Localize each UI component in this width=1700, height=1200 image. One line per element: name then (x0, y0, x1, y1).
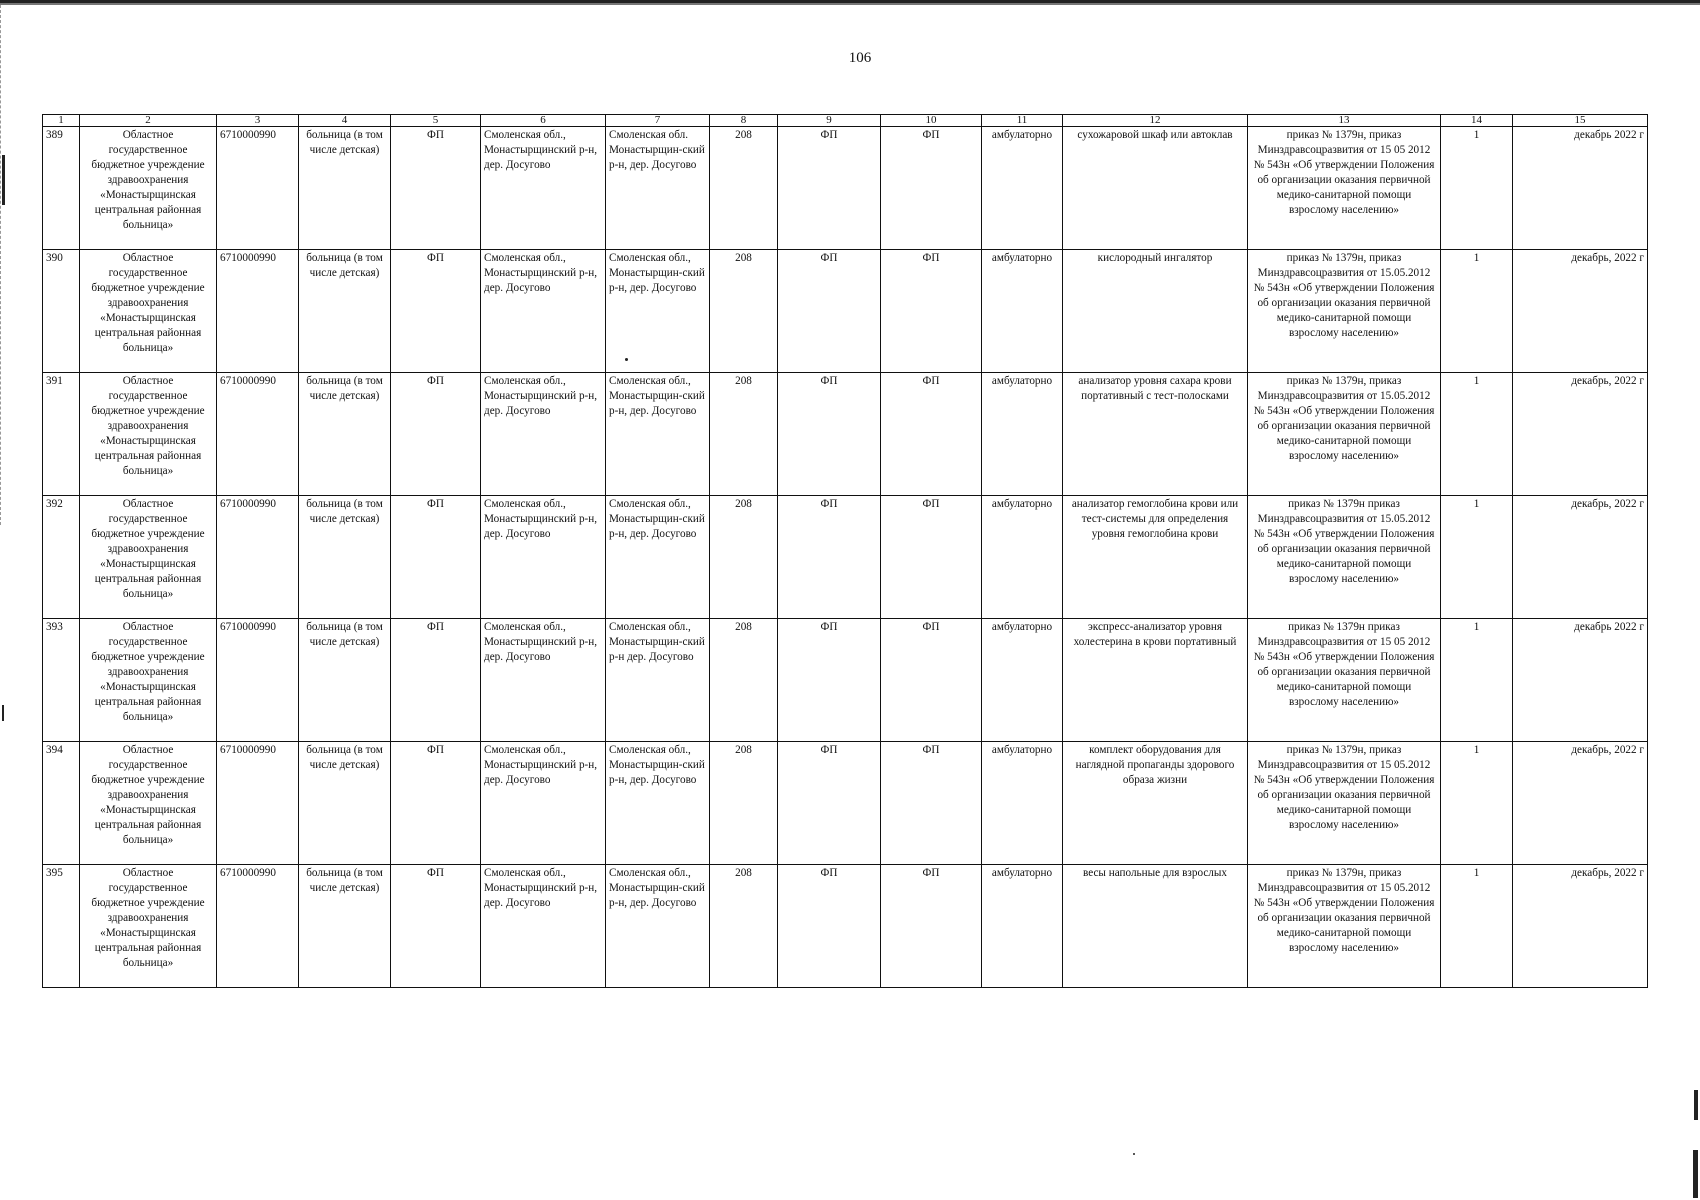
index-cell: 208 (710, 127, 778, 250)
equipment-cell: экспресс-анализатор уровня холестерина в крови портативный (1063, 619, 1248, 742)
row-number-cell: 392 (43, 496, 80, 619)
code-cell: 6710000990 (217, 619, 299, 742)
equipment-table (42, 114, 1648, 988)
equipment-cell: анализатор гемоглобина крови или тест-системы для определения уровня гемоглобина крови (1063, 496, 1248, 619)
unit-cell: ФП (778, 250, 881, 373)
deadline-cell: декабрь, 2022 г (1513, 373, 1648, 496)
table-row (43, 619, 1648, 742)
quantity-cell: 1 (1441, 619, 1513, 742)
unit-cell: ФП (881, 742, 982, 865)
unit-cell: ФП (881, 496, 982, 619)
page-number: 106 (848, 50, 872, 66)
table-row (43, 373, 1648, 496)
address-cell: Смоленская обл., Монастырщинский р-н, дер. Досугово (481, 865, 606, 988)
quantity-cell: 1 (1441, 127, 1513, 250)
regulation-cell: приказ № 1379н, приказ Минздравсоцразвития от 15.05.2012 № 543н «Об утверждении Положения об организации оказания первичной медико-санитарной помощи взрослому населению» (1248, 250, 1441, 373)
row-number-cell: 394 (43, 742, 80, 865)
regulation-cell: приказ № 1379н приказ Минздравсоцразвития от 15 05 2012 № 543н «Об утверждении Положения об организации оказания первичной медико-санитарной помощи взрослому населению» (1248, 619, 1441, 742)
column-number: 7 (606, 115, 710, 127)
care-mode-cell: амбулаторно (982, 496, 1063, 619)
code-cell: 6710000990 (217, 373, 299, 496)
address-cell: Смоленская обл., Монастырщинский р-н, дер. Досугово (481, 619, 606, 742)
location-cell: Смоленская обл., Монастырщин-ский р-н, дер. Досугово (606, 373, 710, 496)
row-number-cell: 389 (43, 127, 80, 250)
column-number: 15 (1513, 115, 1648, 127)
unit-cell: ФП (881, 619, 982, 742)
column-number-row (43, 115, 1648, 127)
unit-cell: ФП (881, 127, 982, 250)
index-cell: 208 (710, 496, 778, 619)
column-number: 8 (710, 115, 778, 127)
row-number-cell: 391 (43, 373, 80, 496)
column-number: 14 (1441, 115, 1513, 127)
quantity-cell: 1 (1441, 373, 1513, 496)
unit-cell: ФП (778, 127, 881, 250)
equipment-cell: весы напольные для взрослых (1063, 865, 1248, 988)
care-mode-cell: амбулаторно (982, 250, 1063, 373)
scan-edge-mark (2, 705, 4, 721)
unit-cell: ФП (881, 373, 982, 496)
regulation-cell: приказ № 1379н, приказ Минздравсоцразвития от 15 05 2012 № 543н «Об утверждении Положения об организации оказания первичной медико-санитарной помощи взрослому населению» (1248, 127, 1441, 250)
regulation-cell: приказ № 1379н приказ Минздравсоцразвития от 15.05.2012 № 543н «Об утверждении Положения об организации оказания первичной медико-санитарной помощи взрослому населению» (1248, 496, 1441, 619)
organization-cell: Областное государственное бюджетное учреждение здравоохранения «Монастырщинская центральная районная больница» (80, 127, 217, 250)
address-cell: Смоленская обл., Монастырщинский р-н, дер. Досугово (481, 250, 606, 373)
organization-cell: Областное государственное бюджетное учреждение здравоохранения «Монастырщинская центральная районная больница» (80, 619, 217, 742)
unit-type-cell: ФП (391, 250, 481, 373)
unit-type-cell: ФП (391, 619, 481, 742)
table-row (43, 865, 1648, 988)
equipment-cell: анализатор уровня сахара крови портативный с тест-полосками (1063, 373, 1248, 496)
row-number-cell: 395 (43, 865, 80, 988)
column-number: 9 (778, 115, 881, 127)
location-cell: Смоленская обл., Монастырщин-ский р-н, дер. Досугово (606, 742, 710, 865)
location-cell: Смоленская обл., Монастырщин-ский р-н, дер. Досугово (606, 496, 710, 619)
deadline-cell: декабрь, 2022 г (1513, 250, 1648, 373)
code-cell: 6710000990 (217, 250, 299, 373)
equipment-cell: сухожаровой шкаф или автоклав (1063, 127, 1248, 250)
column-number: 4 (299, 115, 391, 127)
column-number: 12 (1063, 115, 1248, 127)
index-cell: 208 (710, 619, 778, 742)
column-number: 6 (481, 115, 606, 127)
care-mode-cell: амбулаторно (982, 865, 1063, 988)
care-mode-cell: амбулаторно (982, 373, 1063, 496)
index-cell: 208 (710, 742, 778, 865)
facility-type-cell: больница (в том числе детская) (299, 127, 391, 250)
deadline-cell: декабрь, 2022 г (1513, 496, 1648, 619)
unit-type-cell: ФП (391, 742, 481, 865)
table-row (43, 496, 1648, 619)
column-number: 10 (881, 115, 982, 127)
address-cell: Смоленская обл., Монастырщинский р-н, дер. Досугово (481, 496, 606, 619)
regulation-cell: приказ № 1379н, приказ Минздравсоцразвития от 15 05.2012 № 543н «Об утверждении Положения об организации оказания первичной медико-санитарной помощи взрослому населению» (1248, 865, 1441, 988)
unit-cell: ФП (778, 742, 881, 865)
table-row (43, 127, 1648, 250)
regulation-cell: приказ № 1379н, приказ Минздравсоцразвития от 15 05.2012 № 543н «Об утверждении Положения об организации оказания первичной медико-санитарной помощи взрослому населению» (1248, 742, 1441, 865)
facility-type-cell: больница (в том числе детская) (299, 496, 391, 619)
code-cell: 6710000990 (217, 127, 299, 250)
quantity-cell: 1 (1441, 742, 1513, 865)
care-mode-cell: амбулаторно (982, 742, 1063, 865)
column-number: 2 (80, 115, 217, 127)
unit-cell: ФП (881, 250, 982, 373)
scan-speck (1133, 1153, 1135, 1155)
scan-edge-mark (2, 155, 5, 205)
unit-cell: ФП (778, 619, 881, 742)
facility-type-cell: больница (в том числе детская) (299, 742, 391, 865)
code-cell: 6710000990 (217, 496, 299, 619)
deadline-cell: декабрь 2022 г (1513, 127, 1648, 250)
column-number: 1 (43, 115, 80, 127)
deadline-cell: декабрь, 2022 г (1513, 742, 1648, 865)
column-number: 5 (391, 115, 481, 127)
care-mode-cell: амбулаторно (982, 619, 1063, 742)
facility-type-cell: больница (в том числе детская) (299, 865, 391, 988)
row-number-cell: 390 (43, 250, 80, 373)
unit-type-cell: ФП (391, 373, 481, 496)
quantity-cell: 1 (1441, 865, 1513, 988)
equipment-cell: кислородный ингалятор (1063, 250, 1248, 373)
index-cell: 208 (710, 250, 778, 373)
unit-type-cell: ФП (391, 496, 481, 619)
location-cell: Смоленская обл., Монастырщин-ский р-н дер. Досугово (606, 619, 710, 742)
organization-cell: Областное государственное бюджетное учреждение здравоохранения «Монастырщинская центральная районная больница» (80, 250, 217, 373)
equipment-cell: комплект оборудования для наглядной пропаганды здорового образа жизни (1063, 742, 1248, 865)
unit-type-cell: ФП (391, 127, 481, 250)
unit-cell: ФП (778, 373, 881, 496)
code-cell: 6710000990 (217, 865, 299, 988)
deadline-cell: декабрь, 2022 г (1513, 865, 1648, 988)
index-cell: 208 (710, 373, 778, 496)
address-cell: Смоленская обл., Монастырщинский р-н, дер. Досугово (481, 742, 606, 865)
organization-cell: Областное государственное бюджетное учреждение здравоохранения «Монастырщинская центральная районная больница» (80, 865, 217, 988)
scan-edge-mark (1694, 1090, 1698, 1120)
facility-type-cell: больница (в том числе детская) (299, 373, 391, 496)
scan-left-edge (0, 5, 3, 525)
address-cell: Смоленская обл., Монастырщинский р-н, дер. Досугово (481, 127, 606, 250)
row-number-cell: 393 (43, 619, 80, 742)
quantity-cell: 1 (1441, 496, 1513, 619)
scan-edge-mark (1693, 1150, 1698, 1198)
location-cell: Смоленская обл. Монастырщин-ский р-н, дер. Досугово (606, 127, 710, 250)
column-number: 11 (982, 115, 1063, 127)
organization-cell: Областное государственное бюджетное учреждение здравоохранения «Монастырщинская центральная районная больница» (80, 742, 217, 865)
table-body (43, 127, 1648, 988)
location-cell: Смоленская обл., Монастырщин-ский р-н, дер. Досугово (606, 250, 710, 373)
regulation-cell: приказ № 1379н, приказ Минздравсоцразвития от 15.05.2012 № 543н «Об утверждении Положения об организации оказания первичной медико-санитарной помощи взрослому населению» (1248, 373, 1441, 496)
organization-cell: Областное государственное бюджетное учреждение здравоохранения «Монастырщинская центральная районная больница» (80, 373, 217, 496)
scan-top-border (0, 0, 1700, 5)
table-row (43, 250, 1648, 373)
facility-type-cell: больница (в том числе детская) (299, 619, 391, 742)
facility-type-cell: больница (в том числе детская) (299, 250, 391, 373)
table-row (43, 742, 1648, 865)
quantity-cell: 1 (1441, 250, 1513, 373)
unit-type-cell: ФП (391, 865, 481, 988)
location-cell: Смоленская обл., Монастырщин-ский р-н, дер. Досугово (606, 865, 710, 988)
organization-cell: Областное государственное бюджетное учреждение здравоохранения «Монастырщинская центральная районная больница» (80, 496, 217, 619)
index-cell: 208 (710, 865, 778, 988)
care-mode-cell: амбулаторно (982, 127, 1063, 250)
deadline-cell: декабрь 2022 г (1513, 619, 1648, 742)
unit-cell: ФП (778, 865, 881, 988)
column-number: 13 (1248, 115, 1441, 127)
code-cell: 6710000990 (217, 742, 299, 865)
unit-cell: ФП (778, 496, 881, 619)
address-cell: Смоленская обл., Монастырщинский р-н, дер. Досугово (481, 373, 606, 496)
column-number: 3 (217, 115, 299, 127)
unit-cell: ФП (881, 865, 982, 988)
